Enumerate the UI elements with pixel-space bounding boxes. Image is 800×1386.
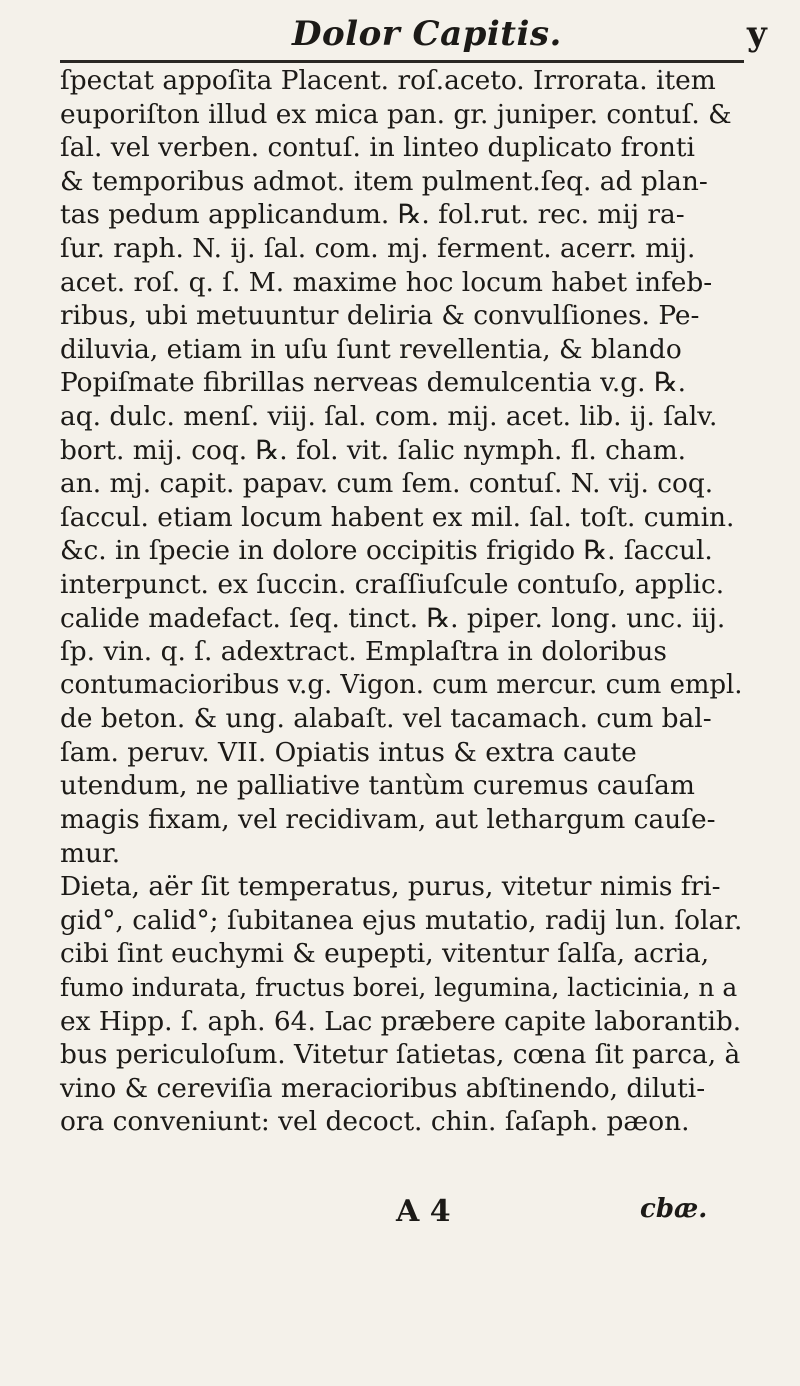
text-line: ora conveniunt: vel decoct. chin. ſaſaph. pæon. [60, 1106, 690, 1138]
header-rule [60, 60, 744, 63]
text-line: calide madefact. ſeq. tinct. ℞. piper. long. unc. iij. [60, 602, 726, 634]
text-line: ſur. raph. N. ij. ſal. com. mj. ferment. acerr. mij. [60, 232, 696, 264]
text-line: utendum, ne palliative tantùm curemus cauſam [60, 770, 695, 802]
page-footer [0, 1194, 800, 1230]
text-line: acet. roſ. q. ſ. M. maxime hoc locum habet infeb- [60, 266, 713, 298]
text-line: gid°, calid°; ſubitanea ejus mutatio, radij lun. ſolar. [60, 904, 743, 936]
text-line: an. mj. capit. papav. cum ſem. contuſ. N. vij. coq. [60, 468, 714, 500]
text-line: diluvia, etiam in uſu ſunt revellentia, & blando [60, 333, 682, 365]
catchword: cbæ. [640, 1194, 708, 1224]
text-line: & temporibus admot. item pulment.ſeq. ad plan- [60, 165, 708, 197]
text-line: &c. in ſpecie in dolore occipitis frigido ℞. ſaccul. [60, 535, 713, 567]
text-line: bort. mij. coq. ℞. fol. vit. ſalic nymph. fl. cham. [60, 434, 687, 466]
text-line: contumacioribus v.g. Vigon. cum mercur. cum empl. [60, 669, 743, 700]
text-line: fumo indurata, fructus borei, legumina, lacticinia, n a [60, 973, 738, 1003]
signature-mark: A 4 [396, 1194, 451, 1229]
text-line: magis fixam, vel recidivam, aut lethargum cauſe- [60, 804, 716, 836]
text-line: vino & cereviſia meracioribus abſtinendo, diluti- [60, 1072, 706, 1104]
text-line: ribus, ubi metuuntur deliria & convulſiones. Pe- [60, 300, 700, 332]
text-line: ex Hipp. ſ. aph. 64. Lac præbere capite laborantib. [60, 1005, 742, 1037]
text-line: Popiſmate fibrillas nerveas demulcentia v.g. ℞. [60, 367, 686, 399]
text-line: ſam. peruv. VII. Opiatis intus & extra caute [60, 736, 637, 768]
text-line: ſp. vin. q. ſ. adextract. Emplaſtra in doloribus [60, 636, 667, 668]
text-line: tas pedum applicandum. ℞. fol.rut. rec. mij ra- [60, 199, 685, 231]
page-header [0, 14, 800, 58]
text-line: mur. [60, 837, 121, 869]
text-line: ſpectat appoſita Placent. roſ.aceto. Irrorata. item [60, 65, 716, 96]
text-line: interpunct. ex ſuccin. craſſiuſcule contuſo, applic. [60, 568, 725, 600]
page-mark: y [747, 14, 767, 54]
running-title: Dolor Capitis. [292, 14, 562, 54]
text-line: ſaccul. etiam locum habent ex mil. ſal. toſt. cumin. [60, 501, 735, 533]
body-text [60, 64, 750, 1139]
text-line: cibi ſint euchymi & eupepti, vitentur ſalſa, acria, [60, 938, 710, 970]
text-line: aq. dulc. menſ. viij. ſal. com. mij. acet. lib. ij. ſalv. [60, 400, 718, 432]
text-line: bus periculoſum. Vitetur ſatietas, cœna ſit parca, à [60, 1039, 741, 1071]
text-line: de beton. & ung. alabaſt. vel tacamach. cum bal- [60, 703, 712, 735]
text-line: euporiſton illud ex mica pan. gr. juniper. contuſ. & [60, 98, 732, 130]
text-line: ſal. vel verben. contuſ. in linteo duplicato fronti [60, 132, 695, 164]
text-line: Dieta, aër ſit temperatus, purus, vitetur nimis fri- [60, 871, 721, 903]
